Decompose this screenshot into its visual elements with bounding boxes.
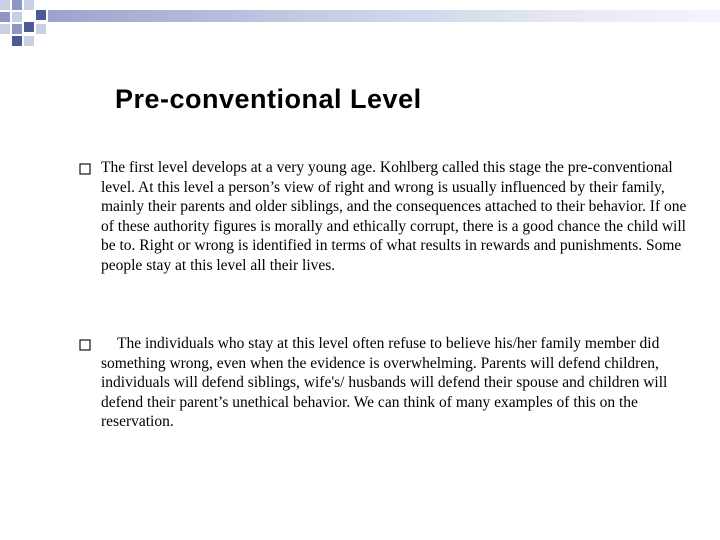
decor-square <box>0 12 10 22</box>
decor-square <box>36 24 46 34</box>
decor-square <box>12 0 22 10</box>
decor-square <box>24 0 34 10</box>
decor-square <box>12 36 22 46</box>
decor-square <box>24 36 34 46</box>
slide-title: Pre-conventional Level <box>115 84 422 114</box>
decor-square <box>0 0 10 10</box>
hollow-square-bullet-icon <box>79 163 91 175</box>
decor-square <box>24 22 34 32</box>
decor-square <box>36 10 46 20</box>
bullet-text: The first level develops at a very young age. Kohlberg called this stage the pre-conventional level. At this level a person’s view of right and wrong is usually influenced by their family, mainly their parents and older siblings, and the consequences attached to their behavior. If one of these authority figures is morally and ethically corrupt, there is a good chance the child will be to. Right or wrong is identified in terms of what results in rewards and punishments. Some people stay at this level all their lives. <box>101 159 687 274</box>
decor-square <box>12 24 22 34</box>
bullet-text: The individuals who stay at this level often refuse to believe his/her family member did something wrong, even when the evidence is overwhelming. Parents will defend children, individuals will defend siblings, wife's/ husbands will defend their spouse and children will defend their parent’s unethical behavior. We can think of many examples of this on the reservation. <box>101 335 668 431</box>
decor-square <box>12 12 22 22</box>
decor-square <box>0 24 10 34</box>
hollow-square-bullet-icon <box>79 339 91 351</box>
top-gradient-bar <box>48 10 720 22</box>
